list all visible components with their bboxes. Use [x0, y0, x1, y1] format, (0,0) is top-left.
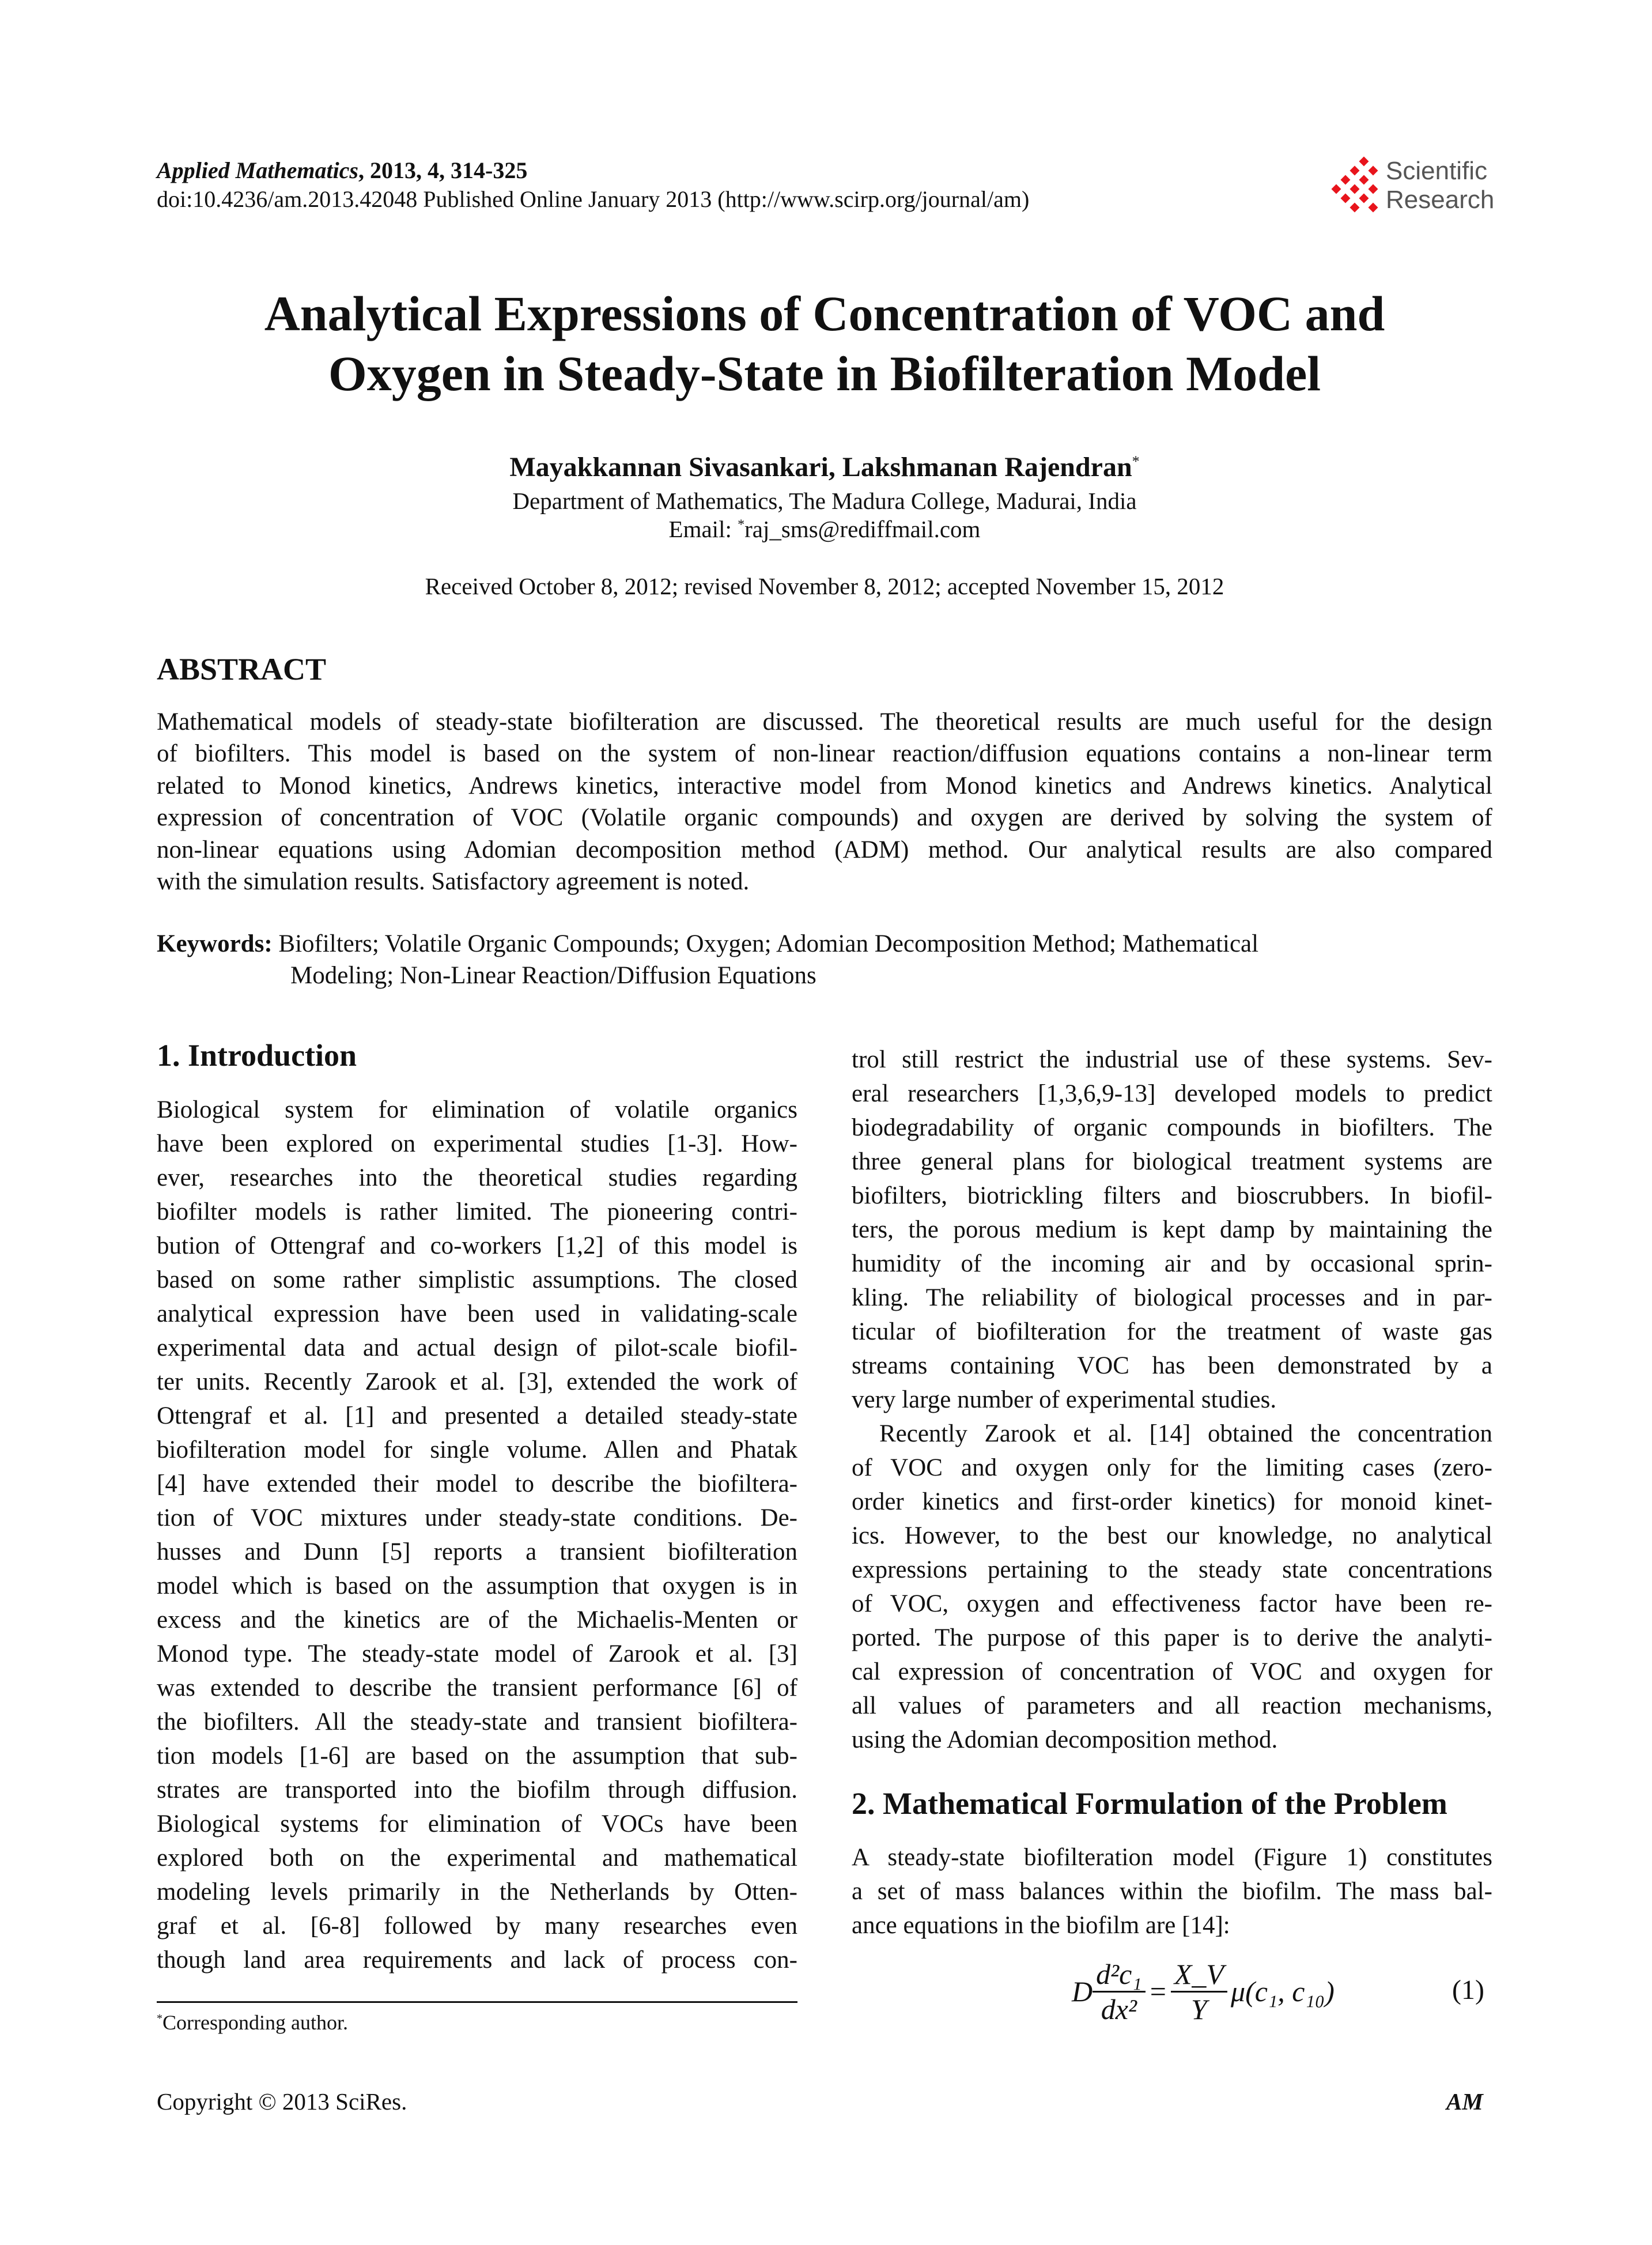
- text-line: biofilter models is rather limited. The pioneering contri-: [157, 1198, 797, 1225]
- logo-diamond: [1341, 194, 1351, 203]
- logo-diamond: [1359, 194, 1369, 203]
- publisher-logo: [1328, 156, 1495, 216]
- journal-name: Applied Mathematics: [157, 157, 358, 183]
- text-line: have been explored on experimental studies [1-3]. How-: [157, 1130, 797, 1157]
- journal-volume: , 2013, 4, 314-325: [358, 157, 528, 183]
- text-line: ics. However, to the best our knowledge, no analytical: [852, 1522, 1492, 1549]
- text-line: humidity of the incoming air and by occasional sprin-: [852, 1250, 1492, 1277]
- keywords-line-1: Biofilters; Volatile Organic Compounds; Oxygen; Adomian Decomposition Method; Mathematical: [278, 930, 1259, 957]
- eq-equals: =: [1150, 1975, 1166, 2008]
- text-line: based on some rather simplistic assumptions. The closed: [157, 1266, 797, 1293]
- title-line-1: Analytical Expressions of Concentration of VOC and: [264, 286, 1385, 341]
- text-line: ever, researches into the theoretical studies regarding: [157, 1164, 797, 1191]
- text-line: was extended to describe the transient performance [6] of: [157, 1674, 797, 1701]
- logo-diamond: [1341, 175, 1351, 185]
- equation-1: [1072, 1957, 1335, 2026]
- text-line: Monod type. The steady-state model of Zarook et al. [3]: [157, 1640, 797, 1667]
- logo-diamond: [1369, 166, 1378, 176]
- text-line: the biofilters. All the steady-state and transient biofiltera-: [157, 1708, 797, 1735]
- logo-diamonds-icon: [1328, 156, 1383, 216]
- intro-right-paragraph-1: [852, 1043, 1492, 1417]
- equation-number: (1): [1452, 1975, 1484, 2005]
- text-line: explored both on the experimental and mathematical: [157, 1844, 797, 1872]
- title-line-2: Oxygen in Steady-State in Biofilteration Model: [328, 346, 1321, 401]
- text-line: expressions pertaining to the steady state concentrations: [852, 1556, 1492, 1583]
- keywords-line-2: Modeling; Non-Linear Reaction/Diffusion Equations: [290, 962, 816, 989]
- text-line: expression of concentration of VOC (Volatile organic compounds) and oxygen are derived by solving the system of: [157, 804, 1492, 832]
- text-line: modeling levels primarily in the Netherlands by Otten-: [157, 1878, 797, 1906]
- section-2-heading: 2. Mathematical Formulation of the Problem: [852, 1786, 1447, 1821]
- email-link[interactable]: raj_sms@rediffmail.com: [744, 516, 981, 542]
- text-line: ticular of biofilteration for the treatment of waste gas: [852, 1318, 1492, 1345]
- logo-diamond: [1350, 166, 1360, 176]
- eq-numerator-2: X_V: [1171, 1957, 1227, 1993]
- text-line: kling. The reliability of biological processes and in par-: [852, 1284, 1492, 1311]
- footnote-rule: [157, 2001, 797, 2003]
- journal-citation: [157, 157, 527, 184]
- text-line: eral researchers [1,3,6,9-13] developed models to predict: [852, 1080, 1492, 1107]
- text-line: cal expression of concentration of VOC and oxygen for: [852, 1658, 1492, 1685]
- received-dates: Received October 8, 2012; revised November 8, 2012; accepted November 15, 2012: [425, 573, 1224, 599]
- logo-text-research: Research: [1386, 186, 1495, 214]
- logo-diamond: [1332, 184, 1341, 194]
- keywords-label: Keywords:: [157, 930, 273, 957]
- email-line: [157, 515, 1492, 543]
- intro-right-paragraph-2: [852, 1417, 1492, 1757]
- eq-denominator: dx²: [1101, 1993, 1137, 2025]
- text-line: ters, the porous medium is kept damp by maintaining the: [852, 1216, 1492, 1243]
- text-line: Mathematical models of steady-state biofilteration are discussed. The theoretical results are much useful for the design: [157, 708, 1492, 735]
- text-line: biodegradability of organic compounds in biofilters. The: [852, 1114, 1492, 1141]
- logo-diamond: [1359, 175, 1369, 185]
- text-line: excess and the kinetics are of the Michaelis-Menten or: [157, 1606, 797, 1633]
- eq-numerator: d²c₁: [1092, 1957, 1146, 1993]
- text-line: non-linear equations using Adomian decomposition method (ADM) method. Our analytical results are also compared: [157, 836, 1492, 863]
- text-line: A steady-state biofilteration model (Figure 1) constitutes: [852, 1844, 1492, 1871]
- text-line: experimental data and actual design of pilot-scale biofil-: [157, 1334, 797, 1361]
- section-1-heading: 1. Introduction: [157, 1038, 357, 1073]
- footnote: [157, 2010, 348, 2035]
- eq-rhs: μ(c₁, c₁₀): [1230, 1975, 1335, 2008]
- logo-diamond: [1369, 203, 1378, 213]
- text-line: Biological systems for elimination of VOCs have been: [157, 1810, 797, 1837]
- text-line: three general plans for biological treatment systems are: [852, 1148, 1492, 1175]
- text-line: Ottengraf et al. [1] and presented a detailed steady-state: [157, 1402, 797, 1429]
- text-line: though land area requirements and lack of process con-: [157, 1946, 797, 1974]
- text-line: husses and Dunn [5] reports a transient biofilteration: [157, 1538, 797, 1565]
- text-line: Recently Zarook et al. [14] obtained the concentration: [879, 1420, 1492, 1447]
- text-line: using the Adomian decomposition method.: [852, 1726, 1278, 1753]
- text-line: related to Monod kinetics, Andrews kinetics, interactive model from Monod kinetics and Andrews kinetics. Analytical: [157, 772, 1492, 799]
- text-line: a set of mass balances within the biofilm. The mass bal-: [852, 1878, 1492, 1905]
- keywords: [157, 928, 1492, 991]
- text-line: very large number of experimental studies.: [852, 1386, 1277, 1413]
- text-line: [4] have extended their model to describe the biofiltera-: [157, 1470, 797, 1497]
- logo-diamond: [1350, 203, 1360, 213]
- text-line: biofilters, biotrickling filters and bioscrubbers. In biofil-: [852, 1182, 1492, 1209]
- text-line: order kinetics and first-order kinetics) for monoid kinet-: [852, 1488, 1492, 1515]
- text-line: ter units. Recently Zarook et al. [3], extended the work of: [157, 1368, 797, 1395]
- text-line: of VOC, oxygen and effectiveness factor have been re-: [852, 1590, 1492, 1617]
- logo-diamond: [1369, 184, 1378, 194]
- text-line: model which is based on the assumption that oxygen is in: [157, 1572, 797, 1599]
- text-line: with the simulation results. Satisfactory agreement is noted.: [157, 867, 750, 895]
- paper-title: [157, 284, 1492, 403]
- logo-diamond: [1359, 157, 1369, 167]
- doi-line: doi:10.4236/am.2013.42048 Published Online January 2013 (http://www.scirp.org/journal/am): [157, 186, 1030, 212]
- text-line: of biofilters. This model is based on the system of non-linear reaction/diffusion equations contains a non-linear term: [157, 740, 1492, 768]
- author-names: Mayakkannan Sivasankari, Lakshmanan Rajendran: [509, 452, 1132, 482]
- eq-D: D: [1072, 1975, 1093, 2008]
- text-line: streams containing VOC has been demonstrated by a: [852, 1352, 1492, 1379]
- text-line: biofilteration model for single volume. Allen and Phatak: [157, 1436, 797, 1463]
- intro-left-column: [157, 1093, 797, 1977]
- text-line: ance equations in the biofilm are [14]:: [852, 1912, 1230, 1939]
- text-line: tion models [1-6] are based on the assumption that sub-: [157, 1742, 797, 1769]
- section-2-paragraph: [852, 1840, 1492, 1942]
- footnote-mark: *: [157, 2012, 162, 2025]
- abstract-heading: ABSTRACT: [157, 652, 327, 686]
- text-line: strates are transported into the biofilm through diffusion.: [157, 1776, 797, 1803]
- email-mark: *: [738, 517, 745, 533]
- abstract-text: [157, 706, 1492, 897]
- affiliation: Department of Mathematics, The Madura College, Madurai, India: [512, 488, 1137, 514]
- journal-abbreviation: AM: [1446, 2088, 1483, 2115]
- text-line: all values of parameters and all reaction mechanisms,: [852, 1692, 1492, 1719]
- text-line: trol still restrict the industrial use of these systems. Sev-: [852, 1046, 1492, 1073]
- corresponding-mark: *: [1132, 453, 1140, 470]
- authors: [157, 451, 1492, 483]
- text-line: analytical expression have been used in validating-scale: [157, 1300, 797, 1327]
- copyright: Copyright © 2013 SciRes.: [157, 2088, 407, 2115]
- eq-denominator-2: Y: [1191, 1993, 1207, 2025]
- email-label: Email:: [668, 516, 738, 542]
- text-line: ported. The purpose of this paper is to derive the analyti-: [852, 1624, 1492, 1651]
- text-line: graf et al. [6-8] followed by many researches even: [157, 1912, 797, 1940]
- text-line: Biological system for elimination of volatile organics: [157, 1096, 797, 1123]
- logo-diamond: [1350, 184, 1360, 194]
- text-line: of VOC and oxygen only for the limiting cases (zero-: [852, 1454, 1492, 1481]
- text-line: tion of VOC mixtures under steady-state conditions. De-: [157, 1504, 797, 1531]
- footnote-text: Corresponding author.: [162, 2011, 348, 2034]
- text-line: bution of Ottengraf and co-workers [1,2] of this model is: [157, 1232, 797, 1259]
- logo-text-scientific: Scientific: [1386, 157, 1488, 185]
